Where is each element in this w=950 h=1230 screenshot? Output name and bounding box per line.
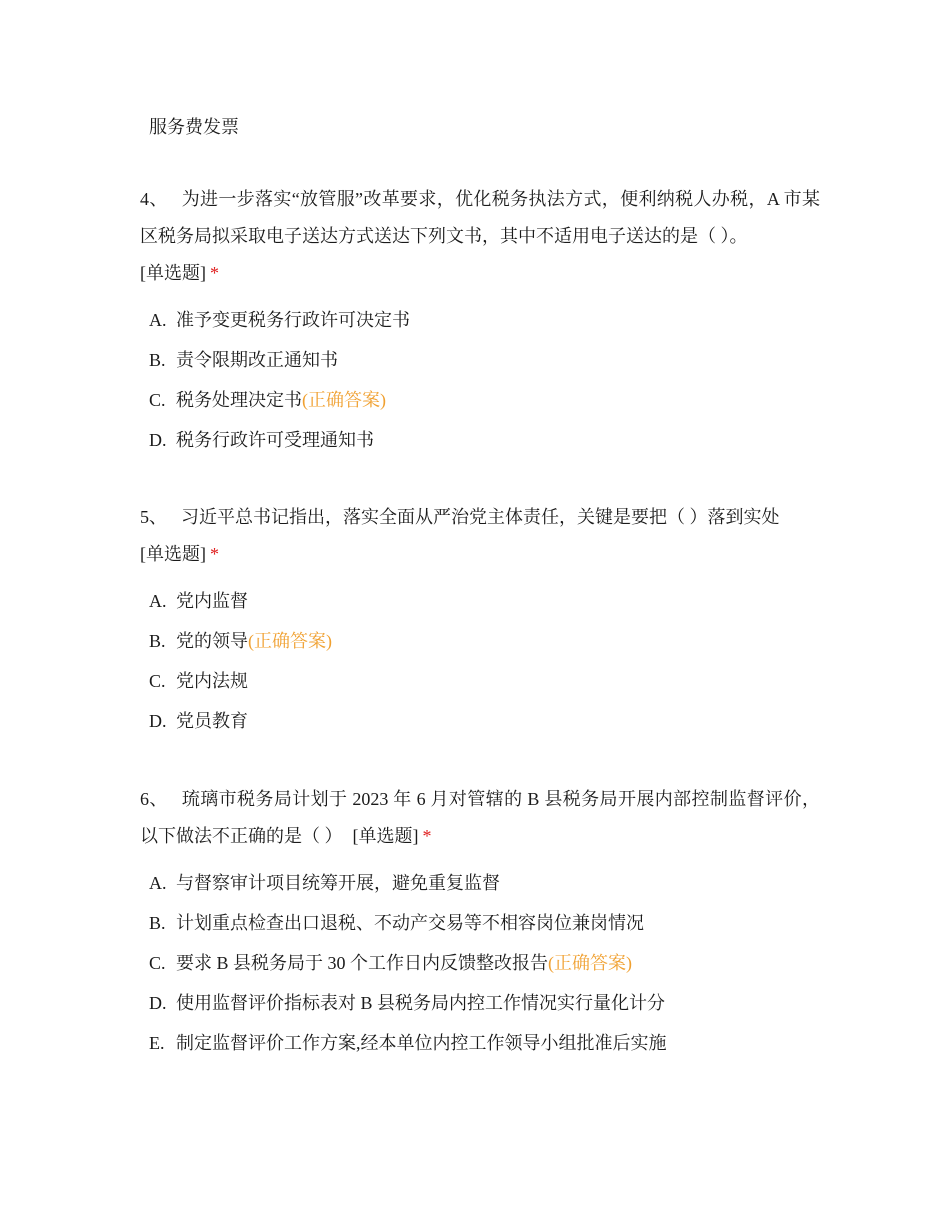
option-letter: D. (149, 430, 167, 450)
question-stem (140, 499, 820, 573)
option-a[interactable] (149, 300, 820, 340)
option-c[interactable] (149, 380, 820, 420)
correct-answer-label: (正确答案) (248, 631, 332, 651)
correct-answer-label: (正确答案) (548, 953, 633, 973)
option-letter: B. (149, 631, 166, 651)
option-letter: B. (149, 913, 166, 933)
question-4 (140, 181, 820, 460)
question-text: 习近平总书记指出，落实全面从严治党主体责任，关键是要把（ ）落到实处 (181, 507, 780, 527)
question-text: 为进一步落实“放管服”改革要求，优化税务执法方式，便利纳税人办税，A 市某区税务局拟采取电子送达方式送达下列文书，其中不适用电子送达的是（ ）。 (140, 189, 821, 246)
required-mark: * (210, 263, 219, 283)
option-letter: D. (149, 711, 167, 731)
option-letter: C. (149, 953, 166, 973)
option-text: 党内法规 (176, 671, 248, 691)
option-b[interactable] (149, 621, 820, 661)
question-number: 5、 (140, 507, 167, 527)
previous-option-fragment: 服务费发票 (149, 117, 239, 137)
question-number: 6、 (140, 789, 168, 809)
option-list (140, 300, 820, 460)
option-letter: A. (149, 873, 167, 893)
option-c[interactable] (149, 661, 820, 701)
option-text: 税务处理决定书 (176, 390, 302, 410)
option-text: 税务行政许可受理通知书 (176, 430, 374, 450)
option-d[interactable] (149, 420, 820, 460)
question-6 (140, 781, 820, 1063)
option-letter: C. (149, 671, 166, 691)
option-b[interactable] (149, 340, 820, 380)
option-b[interactable] (149, 903, 820, 943)
option-a[interactable] (149, 863, 820, 903)
question-5 (140, 499, 820, 741)
question-stem (140, 181, 820, 292)
question-type: [单选题] (352, 826, 419, 846)
option-text: 制定监督评价工作方案,经本单位内控工作领导小组批准后实施 (176, 1033, 667, 1053)
option-letter: A. (149, 591, 167, 611)
option-letter: B. (149, 350, 166, 370)
option-list (140, 581, 820, 741)
option-text: 计划重点检查出口退税、不动产交易等不相容岗位兼岗情况 (176, 913, 644, 933)
question-stem (140, 781, 820, 855)
option-text: 党的领导 (176, 631, 248, 651)
option-text: 与督察审计项目统筹开展，避免重复监督 (176, 873, 500, 893)
option-text: 要求 B 县税务局于 30 个工作日内反馈整改报告 (176, 953, 549, 973)
option-list (140, 863, 820, 1063)
option-a[interactable] (149, 581, 820, 621)
option-letter: A. (149, 310, 167, 330)
option-d[interactable] (149, 983, 820, 1023)
correct-answer-label: (正确答案) (302, 390, 386, 410)
required-mark: * (422, 826, 432, 846)
option-text: 准予变更税务行政许可决定书 (176, 310, 410, 330)
option-text: 党员教育 (176, 711, 248, 731)
required-mark: * (210, 544, 219, 564)
option-text: 党内监督 (176, 591, 248, 611)
option-text: 责令限期改正通知书 (176, 350, 338, 370)
question-type: [单选题] (140, 263, 206, 283)
option-c[interactable] (149, 943, 820, 983)
option-letter: E. (149, 1033, 165, 1053)
question-text: 琉璃市税务局计划于 2023 年 6 月对管辖的 B 县税务局开展内部控制监督评价，以下做法不正确的是（ ） (140, 789, 820, 846)
option-e[interactable] (149, 1023, 820, 1063)
question-number: 4、 (140, 189, 168, 209)
option-text: 使用监督评价指标表对 B 县税务局内控工作情况实行量化计分 (176, 993, 666, 1013)
question-type: [单选题] (140, 544, 206, 564)
option-letter: D. (149, 993, 167, 1013)
option-d[interactable] (149, 701, 820, 741)
option-letter: C. (149, 390, 166, 410)
